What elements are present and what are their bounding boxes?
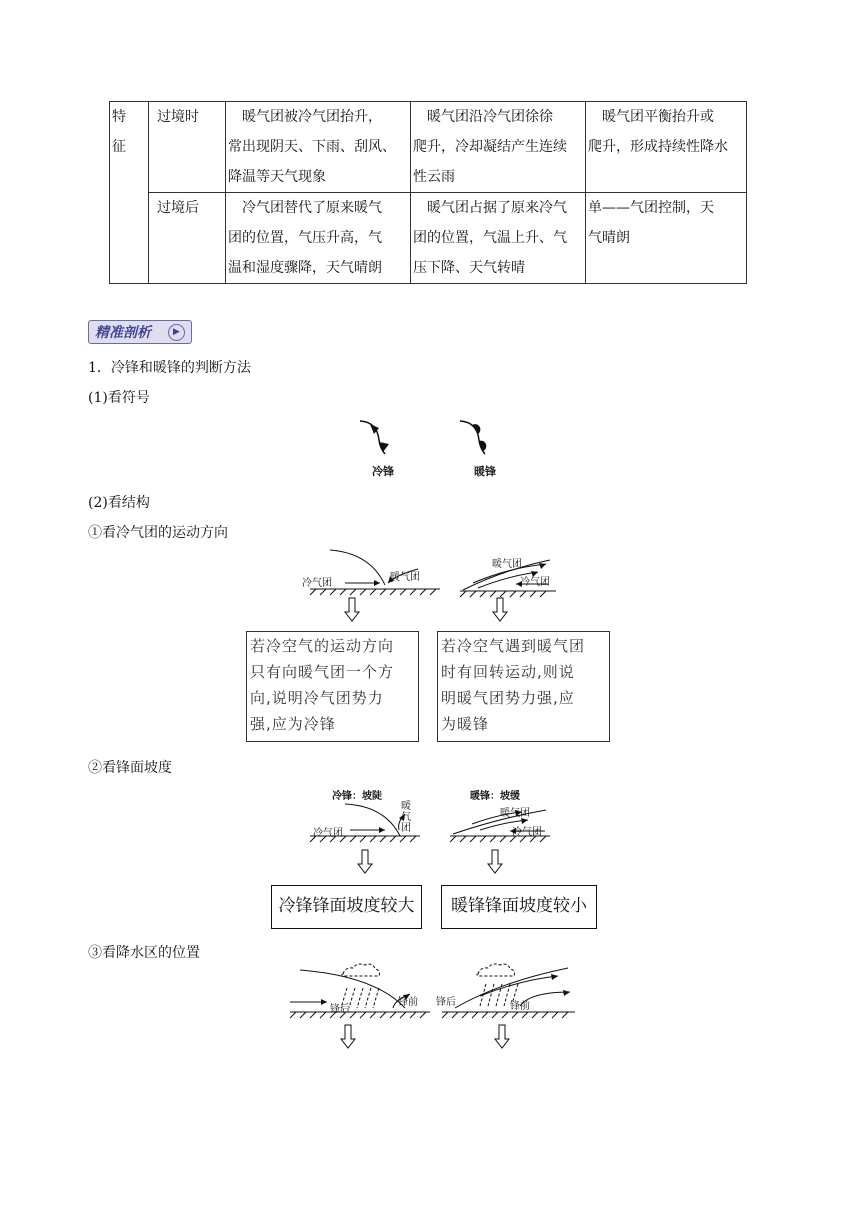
- subsection-title: (1)看符号: [88, 390, 150, 406]
- cell-line: 气晴朗: [588, 230, 630, 246]
- subsection-title: (2)看结构: [88, 495, 150, 511]
- box-line: 时有回转运动,则说: [441, 663, 575, 681]
- warm-front-symbol: [455, 418, 505, 458]
- cold-mass-label: 冷气团: [512, 827, 542, 838]
- label-char: 团: [401, 823, 411, 834]
- badge-label: 精准剖析: [95, 325, 151, 341]
- cold-front-cell: [226, 193, 411, 284]
- cell-line: 冷气团替代了原来暖气: [228, 200, 382, 216]
- cold-front-symbol: [355, 418, 405, 458]
- warm-front-rain-diagram: [440, 962, 580, 1022]
- box-line: 向,说明冷气团势力: [250, 689, 384, 707]
- down-arrow-icon: [358, 850, 372, 874]
- warm-mass-label: 暖气团: [390, 572, 420, 583]
- cold-front-cell: [226, 102, 411, 193]
- table-row: [110, 193, 747, 284]
- row-header-text: 特征: [112, 109, 126, 155]
- behind-front-label: 锋后: [330, 1004, 350, 1015]
- down-arrow-icon: [341, 1025, 355, 1049]
- cold-mass-label: 冷气团: [520, 577, 550, 588]
- item-title: ③看降水区的位置: [88, 945, 200, 961]
- cold-front-slope-title: 冷锋：坡陡: [332, 791, 382, 802]
- cold-front-caption: 冷锋: [372, 465, 394, 478]
- warm-front-caption: 暖锋: [474, 465, 496, 478]
- down-arrow-icon: [488, 850, 502, 874]
- stationary-front-cell: [586, 193, 747, 284]
- box-line: 为暖锋: [441, 715, 490, 733]
- warm-front-slope-title: 暖锋：坡缓: [470, 791, 520, 802]
- cold-front-rain-diagram: [285, 962, 435, 1022]
- row-label: 过境时: [157, 109, 199, 125]
- cell-line: 降温等天气现象: [228, 169, 326, 185]
- label-char: 暖: [401, 801, 411, 812]
- cold-mass-label: 冷气团: [302, 578, 332, 589]
- cell-line: 团的位置，气压升高，气: [228, 230, 382, 246]
- warm-mass-label: 暖气团: [492, 559, 522, 570]
- label-char: 气: [401, 812, 411, 823]
- cell-line: 常出现阴天、下雨、刮风、: [228, 139, 396, 155]
- cell-line: 暖气团被冷气团抬升，: [228, 109, 382, 125]
- box-line: 只有向暖气团一个方: [250, 663, 395, 681]
- warm-mass-label: 暖气团: [500, 808, 530, 819]
- cold-mass-label: 冷气团: [313, 828, 343, 839]
- warm-front-cell: [411, 193, 586, 284]
- cold-front-slope-box: 冷锋锋面坡度较大: [271, 885, 422, 929]
- section-title: 1．冷锋和暖锋的判断方法: [88, 360, 251, 376]
- warm-front-explanation-box: [437, 631, 610, 742]
- cold-front-explanation-box: [246, 631, 419, 742]
- cell-line: 爬升，冷却凝结产生连续: [413, 139, 567, 155]
- down-arrow-icon: [495, 1025, 509, 1049]
- warm-front-cell: [411, 102, 586, 193]
- down-arrow-icon: [493, 598, 507, 622]
- box-line: 若冷空气遇到暖气团: [441, 637, 586, 655]
- label-cell: [149, 102, 226, 193]
- warm-mass-vertical-label: [401, 801, 411, 834]
- warm-front-slope-box: 暖锋锋面坡度较小: [441, 885, 597, 929]
- item-title: ②看锋面坡度: [88, 760, 172, 776]
- cell-line: 单——气团控制，天: [588, 200, 714, 216]
- front-label: 锋前: [398, 997, 418, 1008]
- stationary-front-cell: [586, 102, 747, 193]
- down-arrow-icon: [345, 598, 359, 622]
- box-line: 明暖气团势力强,应: [441, 689, 575, 707]
- front-label: 锋前: [510, 1001, 530, 1012]
- box-line: 强,应为冷锋: [250, 715, 336, 733]
- table-row: [110, 102, 747, 193]
- front-feature-table: [109, 101, 747, 284]
- cell-line: 压下降、天气转晴: [413, 260, 525, 276]
- circle-arrow-icon: ▶: [168, 324, 185, 341]
- cell-line: 温和湿度骤降，天气晴朗: [228, 260, 382, 276]
- cell-line: 暖气团占据了原来冷气: [413, 200, 567, 216]
- cell-line: 团的位置，气温上升、气: [413, 230, 567, 246]
- row-header-cell: [110, 102, 149, 284]
- item-title: ①看冷气团的运动方向: [88, 525, 228, 541]
- label-cell: [149, 193, 226, 284]
- cell-line: 爬升，形成持续性降水: [588, 139, 728, 155]
- cell-line: 暖气团平衡抬升或: [588, 109, 714, 125]
- cell-line: 性云雨: [413, 169, 455, 185]
- section-badge: [88, 320, 192, 344]
- behind-front-label: 锋后: [436, 997, 456, 1008]
- box-line: 若冷空气的运动方向: [250, 637, 395, 655]
- row-label: 过境后: [157, 200, 199, 216]
- cell-line: 暖气团沿冷气团徐徐: [413, 109, 553, 125]
